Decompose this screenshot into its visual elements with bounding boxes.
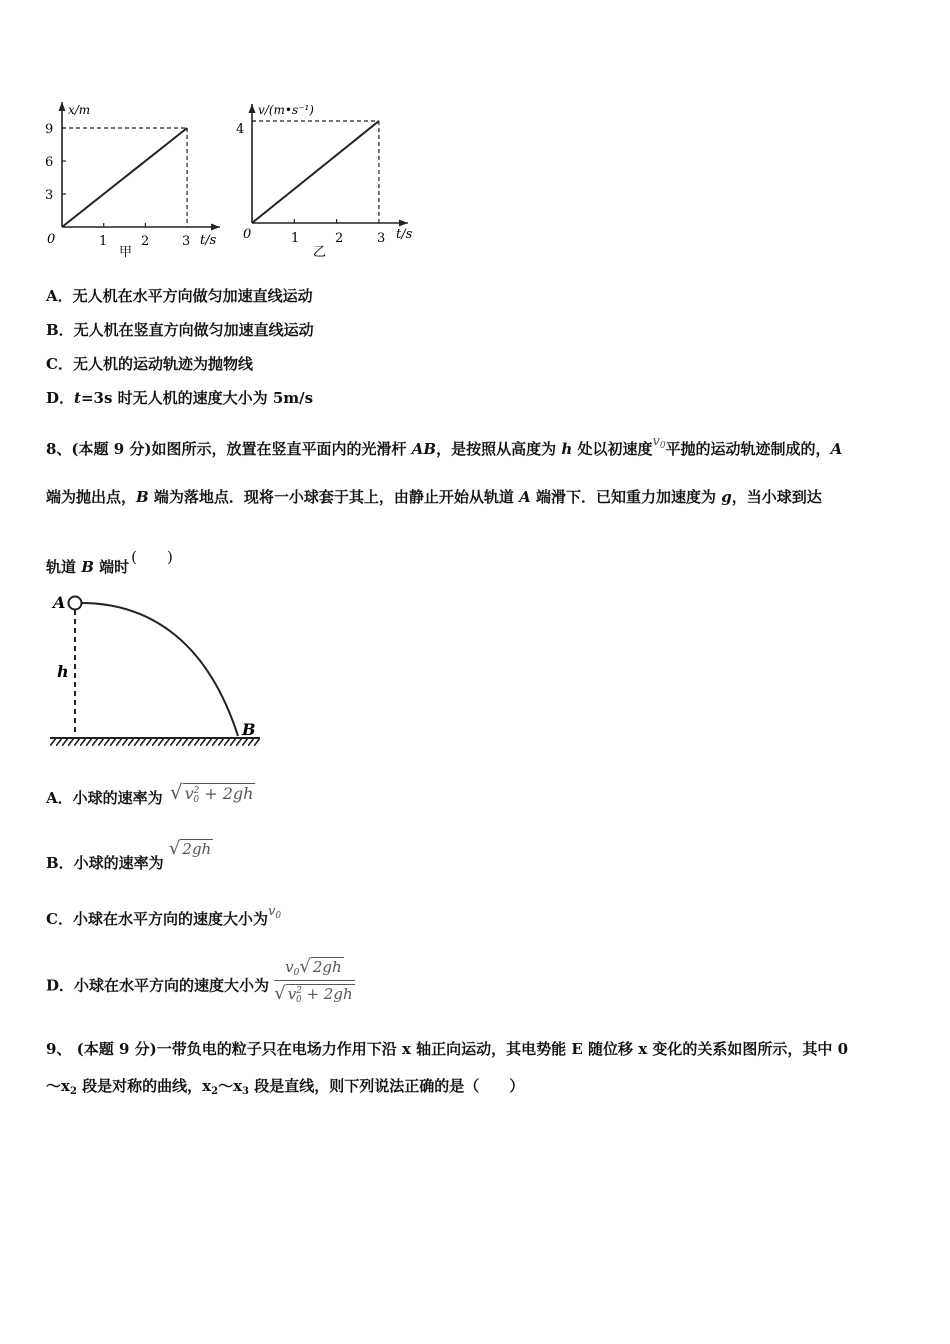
q8-var-b: B	[81, 558, 94, 576]
graph-yi-x-arrow	[399, 220, 408, 227]
graph-jia-xtick-1: 1	[99, 234, 108, 249]
q9-text: ～x	[46, 1077, 70, 1095]
q8-var-a: A	[519, 488, 531, 506]
graph-jia-data-line	[62, 128, 187, 227]
q8-option-c-label: C．小球在水平方向的速度大小为	[46, 910, 268, 928]
v0-symbol: v	[652, 434, 660, 449]
q8-option-b-label: B．小球的速率为	[46, 854, 164, 872]
q8-option-a	[46, 780, 255, 808]
q8-text: 端为落地点．现将一小球套于其上，由静止开始从轨道	[148, 488, 520, 506]
graph-jia-xtick-2: 2	[141, 234, 150, 249]
graph-jia-caption: 甲	[119, 245, 133, 260]
q9-text: 段是对称的曲线，x	[76, 1077, 212, 1095]
formula-sqrt-2gh: √ 2gh	[168, 838, 212, 859]
q8-var-g: g	[721, 488, 732, 506]
formula-sqrt-v0sq-plus-2gh: √ $v^2_0 + 2gh$	[169, 780, 254, 805]
v0-subscript: 0	[193, 795, 200, 805]
expr-2gh: 2gh	[182, 840, 212, 858]
expr-2gh: 2gh	[312, 958, 342, 976]
label-b: B	[242, 720, 256, 739]
square-exponent: 2	[193, 786, 200, 796]
graph-yi-xtick-2: 2	[335, 231, 344, 246]
q8-text: 轨道	[46, 558, 82, 576]
q8-option-b	[46, 838, 213, 873]
q8-option-d	[46, 956, 355, 1005]
graph-yi-xtick-1: 1	[291, 231, 300, 246]
graph-yi-origin: 0	[243, 227, 252, 242]
q8-var-h: h	[561, 440, 573, 458]
q9-line-2	[46, 1075, 524, 1097]
q8-line-2	[46, 486, 822, 507]
graph-yi-ytick-4: 4	[236, 122, 245, 137]
graph-jia-y-arrow	[59, 102, 66, 111]
plus-2gh: + 2gh	[204, 784, 254, 803]
square-exponent: 2	[296, 986, 302, 996]
q8-text: 8、(本题 9 分)如图所示，放置在竖直平面内的光滑杆	[46, 440, 412, 458]
q8-text: 平抛的运动轨迹制成的，	[665, 440, 831, 458]
q8-text: 端时	[93, 558, 130, 576]
q8-option-a-label: A．小球的速率为	[46, 789, 163, 807]
track-curve	[81, 603, 238, 736]
v0-symbol: v	[287, 985, 297, 1003]
graph-jia-x-arrow	[211, 224, 220, 231]
q7-option-c: C．无人机的运动轨迹为抛物线	[46, 355, 253, 373]
q7-option-d	[46, 387, 313, 408]
q8-var-b: B	[136, 488, 149, 506]
graph-jia-origin: 0	[47, 232, 56, 247]
graph-jia-ytick-3: 3	[45, 188, 54, 203]
plus-2gh: + 2gh	[306, 985, 353, 1003]
q9-subscript: 2	[211, 1086, 219, 1097]
q9-line-1: 9、 (本题 9 分)一带负电的粒子只在电场力作用下沿 x 轴正向运动，其电势能 E 随位移 x 变化的关系如图所示，其中 0	[46, 1040, 849, 1058]
q8-v0	[652, 434, 665, 449]
q8-text: 端为抛出点，	[46, 488, 137, 506]
v0-subscript: 0	[295, 995, 302, 1005]
q8-line-3	[46, 546, 173, 577]
q9-text: 段是直线，则下列说法正确的是（ ）	[248, 1077, 525, 1095]
q7-option-a: A．无人机在水平方向做匀加速直线运动	[46, 287, 313, 305]
v0-symbol: v	[285, 958, 294, 976]
label-a: A	[53, 593, 66, 612]
q8-text: ，当小球到达	[731, 488, 822, 506]
v0-subscript: 0	[659, 441, 666, 451]
formula-fraction	[274, 956, 354, 1005]
graph-yi-xlabel: t/s	[396, 227, 413, 242]
graph-jia-xtick-3: 3	[182, 234, 191, 249]
formula-v0	[268, 904, 281, 919]
q9-subscript: 2	[69, 1086, 77, 1097]
graph-jia-ylabel: x/m	[68, 103, 91, 117]
ball-circle	[69, 597, 82, 610]
q9-subscript: 3	[242, 1086, 249, 1097]
q7-option-d-var: t	[74, 389, 81, 407]
q8-option-d-label: D．小球在水平方向的速度大小为	[46, 976, 270, 995]
graph-jia-ytick-6: 6	[45, 155, 54, 170]
v0-subscript: 0	[275, 911, 282, 921]
graph-jia	[40, 92, 240, 262]
ground-hatch	[50, 738, 260, 746]
fraction-numerator: $v_0√$ 2gh	[274, 956, 354, 981]
q8-option-c	[46, 904, 281, 929]
q7-option-b: B．无人机在竖直方向做匀加速直线运动	[46, 321, 314, 339]
graph-yi-xtick-3: 3	[377, 231, 386, 246]
graph-yi	[232, 92, 422, 262]
q8-text: 处以初速度	[572, 440, 653, 458]
q8-var-ab: AB	[411, 440, 437, 458]
label-h: h	[57, 662, 69, 681]
v0-subscript: 0	[293, 968, 300, 978]
q8-text: ，是按照从高度为	[436, 440, 562, 458]
graph-yi-caption: 乙	[313, 245, 327, 260]
q8-text: 端滑下．已知重力加速度为	[530, 488, 722, 506]
q8-track-figure	[44, 586, 274, 756]
graph-yi-ylabel: v/(m•s⁻¹)	[258, 103, 314, 117]
graph-jia-xlabel: t/s	[200, 233, 217, 248]
q8-answer-blank: ( )	[131, 548, 173, 566]
graph-yi-y-arrow	[249, 104, 256, 113]
graph-jia-ytick-9: 9	[45, 122, 54, 137]
graph-yi-data-line	[252, 121, 379, 223]
q8-line-1	[46, 434, 842, 459]
q7-option-d-prefix: D．	[46, 389, 75, 407]
fraction-denominator: √ $v^2_0 + 2gh$	[274, 983, 353, 1005]
v0-symbol: v	[184, 784, 194, 803]
q9-text: ～x	[218, 1077, 243, 1095]
q7-option-d-rest: =3s 时无人机的速度大小为 5m/s	[80, 389, 314, 407]
q8-var-a: A	[830, 440, 843, 458]
v0-symbol: v	[267, 904, 276, 919]
